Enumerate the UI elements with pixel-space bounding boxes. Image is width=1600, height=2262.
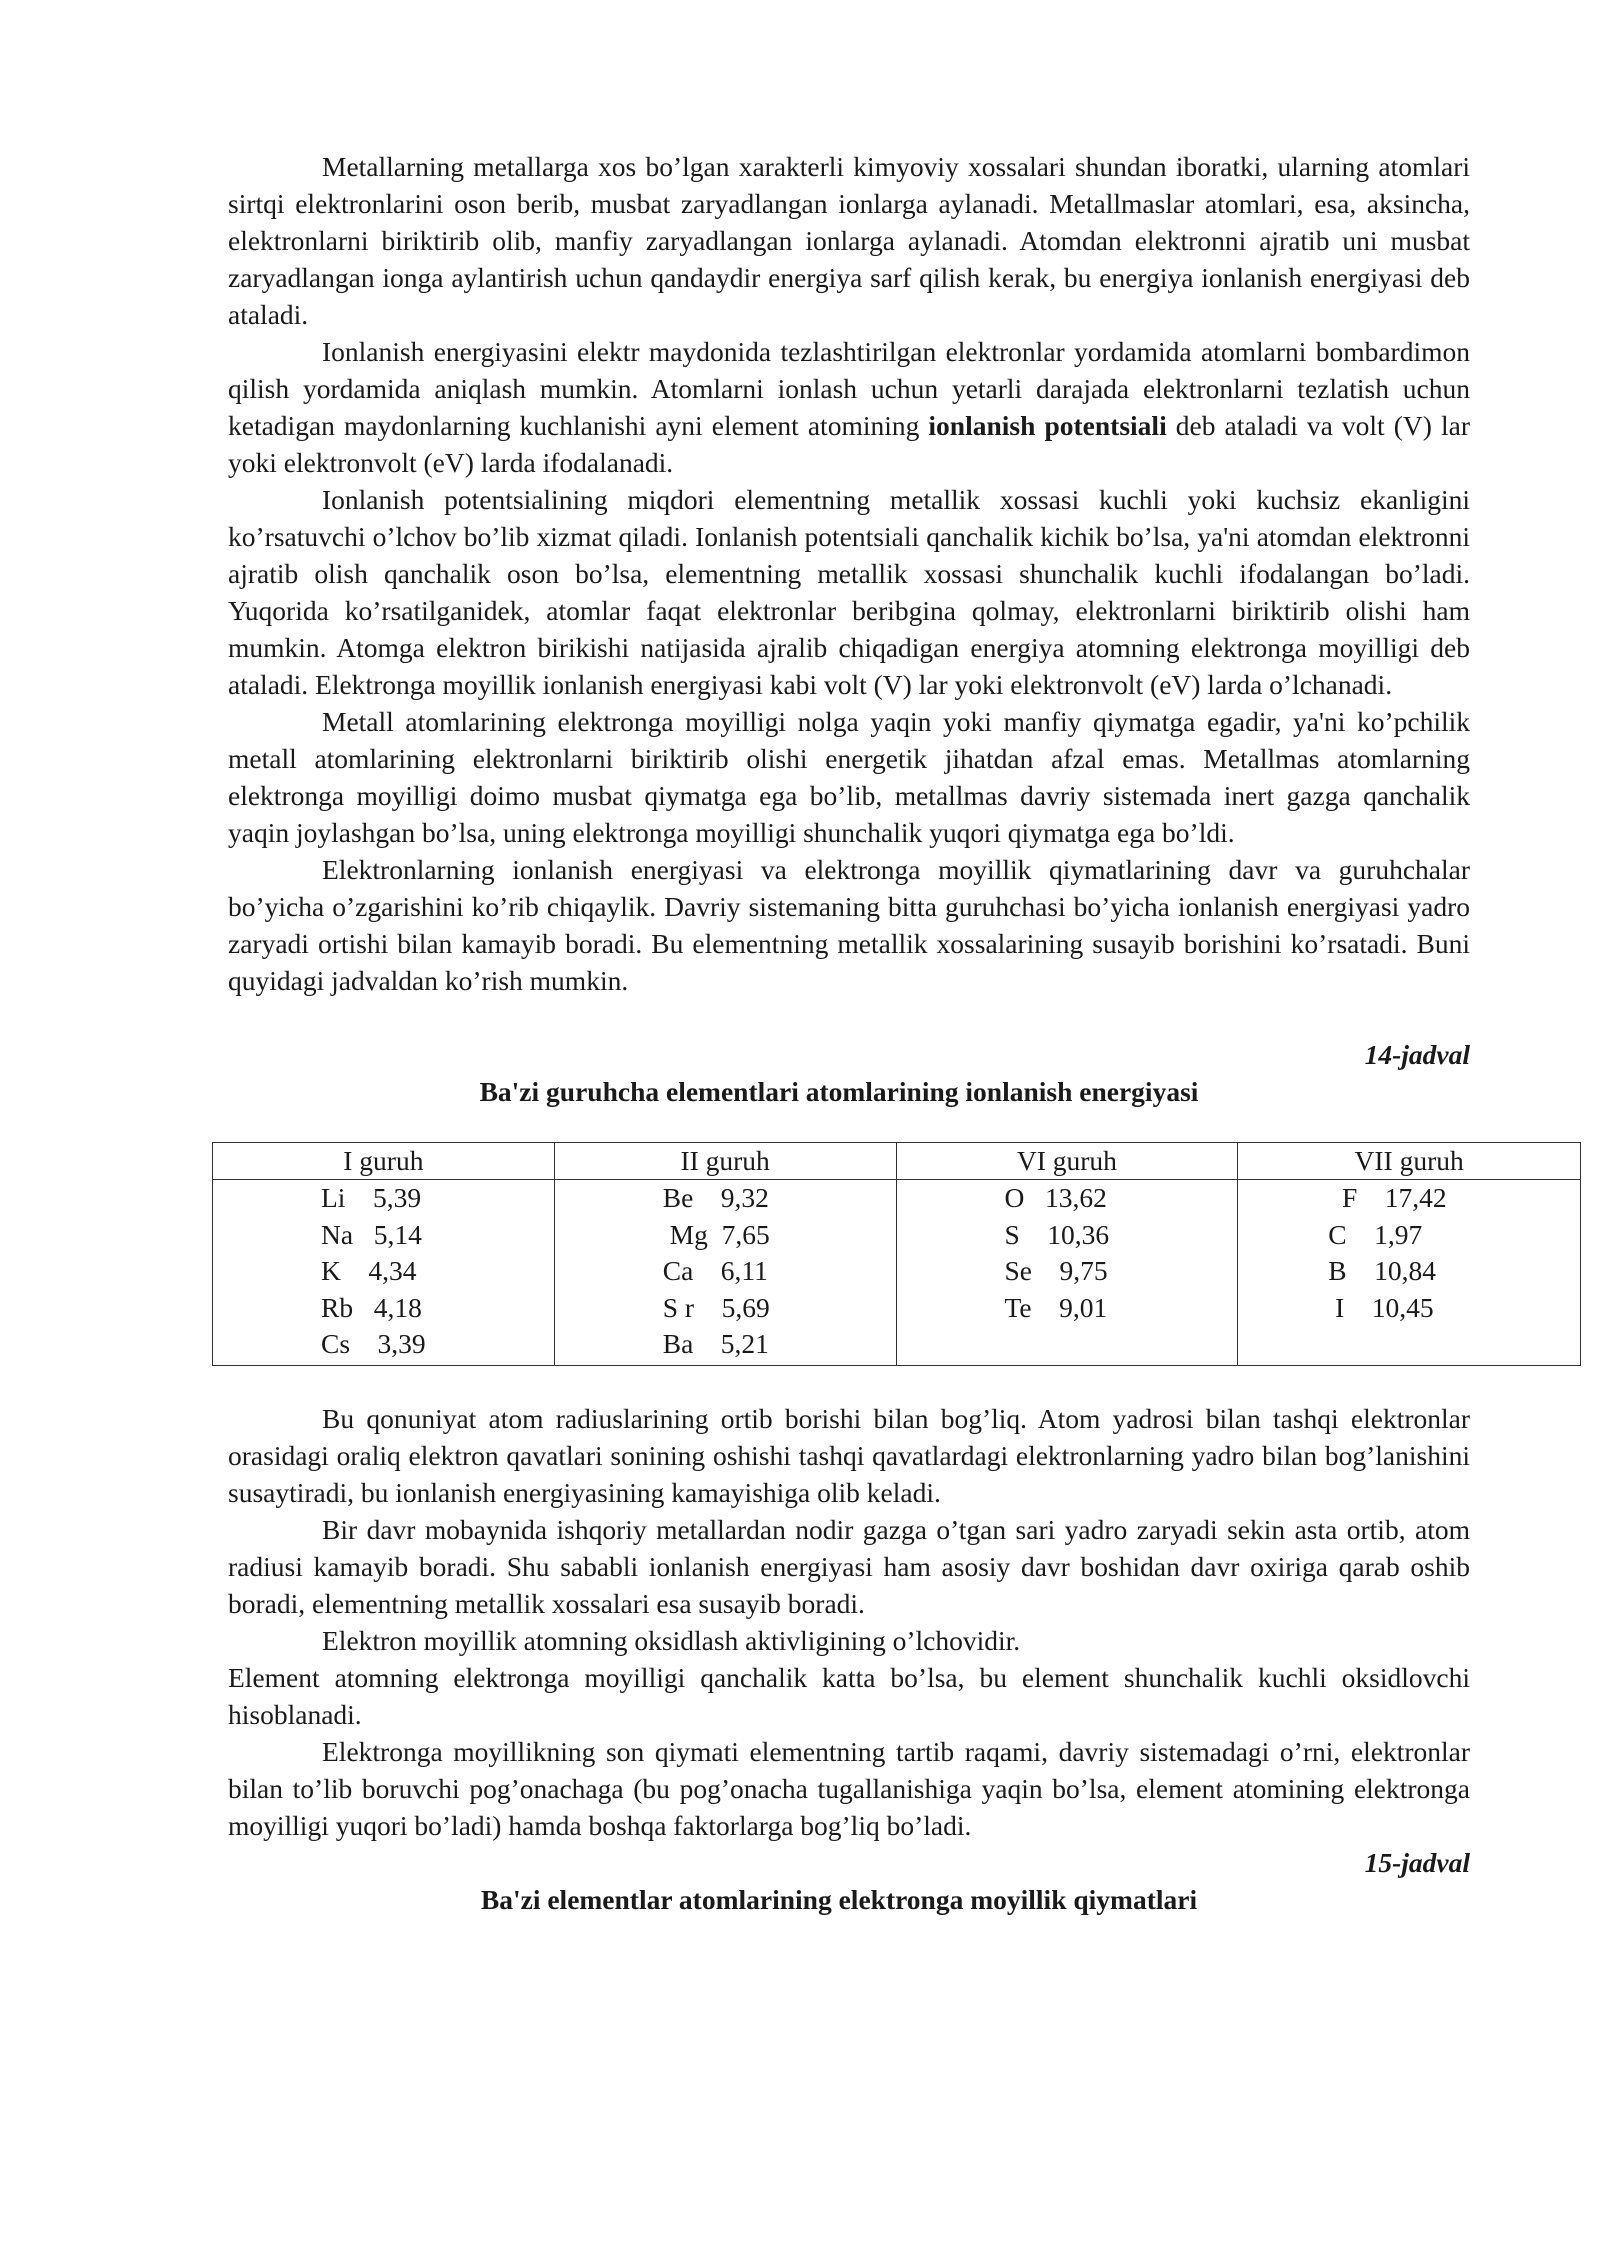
column-header: II guruh <box>554 1143 896 1180</box>
paragraph-metal-affinity: Metall atomlarining elektronga moyilligi nolga yaqin yoki manfiy qiymatga egadir, ya'ni ko’pchilik metall atomlarining elektronlarni biriktirib olishi energetik jihatdan afzal emas. Metallmas atomlarning elektronga moyilligi doimo musbat qiymatga ega bo’lib, metallmas davriy sistemada inert gazga qanchalik yaqin joylashgan bo’lsa, uning elektronga moyilligi shunchalik yuqori qiymatga ega bo’ldi. <box>228 706 1470 848</box>
element-value: O 13,62 <box>1004 1182 1107 1213</box>
document-page <box>228 148 1470 1918</box>
element-value: Na 5,14 <box>321 1218 422 1250</box>
table-cell <box>554 1180 896 1366</box>
element-value: Li 5,39 <box>321 1182 422 1213</box>
element-value: Ba 5,21 <box>662 1328 769 1359</box>
element-value: Mg 7,65 <box>662 1218 770 1250</box>
text-after-table <box>228 1400 1470 1844</box>
element-value: Be 9,32 <box>662 1182 769 1213</box>
paragraph-text: deb ataladi va volt (V) lar yoki elektronvolt (eV) larda ifodalanadi. <box>228 410 1470 478</box>
element-value: Cs 3,39 <box>321 1328 426 1359</box>
column-header: VII guruh <box>1238 1143 1581 1180</box>
paragraph-oxidation-measure: Elektron moyillik atomning oksidlash aktivligining o’lchovidir. <box>322 1624 1021 1656</box>
element-value: I 10,45 <box>1328 1291 1434 1323</box>
paragraph-affinity-factors: Elektronga moyillikning son qiymati elementning tartib raqami, davriy sistemadagi o’rni, elektronlar bilan to’lib boruvchi pog’onachaga (bu pog’onacha tugallanishiga yaqin bo’lsa, element atomining elektronga moyilligi yuqori bo’ladi) hamda boshqa faktorlarga bog’liq bo’ladi. <box>228 1735 1470 1841</box>
element-value: Se 9,75 <box>1004 1255 1108 1286</box>
element-value: C 1,97 <box>1328 1218 1423 1250</box>
element-value: B 10,84 <box>1328 1255 1436 1286</box>
table-caption: Ba'zi guruhcha elementlari atomlarining ionlanish energiyasi <box>479 1076 1199 1107</box>
paragraph-group-trends: Elektronlarning ionlanish energiyasi va elektronga moyillik qiymatlarining davr va guruhchalar bo’yicha o’zgarishini ko’rib chiqaylik. Davriy sistemaning bitta guruhchasi bo’yicha ionlanish energiyasi yadro zaryadi ortishi bilan kamayib boradi. Bu elementning metallik xossalarining susayib borishini ko’rsatadi. Buni quyidagi jadvaldan ko’rish mumkin. <box>228 854 1470 996</box>
element-value: Te 9,01 <box>1004 1291 1108 1323</box>
bold-term: ionlanish potentsiali <box>928 410 1167 441</box>
paragraph-radius-relation: Bu qonuniyat atom radiuslarining ortib borishi bilan bog’liq. Atom yadrosi bilan tashqi elektronlar orasidagi oraliq elektron qavatlari sonining oshishi tashqi qavatlardagi elektronlarning yadro bilan bog’lanishini susaytiradi, bu ionlanish energiyasining kamayishiga olib keladi. <box>228 1402 1470 1508</box>
table-cell <box>213 1180 555 1366</box>
ionization-energy-table <box>212 1142 1581 1366</box>
element-value: Rb 4,18 <box>321 1291 422 1323</box>
table-number: 14-jadval <box>1364 1039 1470 1070</box>
element-value: F 17,42 <box>1328 1182 1447 1213</box>
paragraph-text: Ionlanish energiyasini elektr maydonida tezlashtirilgan elektronlar yordamida atomlarni bombardimon qilish yordamida aniqlash mumkin. Atomlarni ionlash uchun yetarli darajada elektronlarni tezlatish uchun ketadigan maydonlarning kuchlanishi ayni element atomining <box>228 336 1470 441</box>
paragraph-oxidizer: Element atomning elektronga moyilligi qanchalik katta bo’lsa, bu element shunchalik kuchli oksidlovchi hisoblanadi. <box>228 1661 1470 1730</box>
paragraph-metal-properties: Metallarning metallarga xos bo’lgan xarakterli kimyoviy xossalari shundan iboratki, ularning atomlari sirtqi elektronlarini oson berib, musbat zaryadlangan ionlarga aylanadi. Metallmaslar atomlari, esa, aksincha, elektronlarni biriktirib olib, manfiy zaryadlangan ionlarga aylanadi. Atomdan elektronni ajratib uni musbat zaryadlangan ionga aylantirish uchun qandaydir energiya sarf qilish kerak, bu energiya ionlanish energiyasi deb ataladi. <box>228 151 1470 330</box>
table-header-row <box>213 1143 1581 1180</box>
column-header: I guruh <box>213 1143 555 1180</box>
table-cell <box>896 1180 1238 1366</box>
paragraph-electron-affinity: Ionlanish potentsialining miqdori elementning metallik xossasi kuchli yoki kuchsiz ekanligini ko’rsatuvchi o’lchov bo’lib xizmat qiladi. Ionlanish potentsiali qanchalik kichik bo’lsa, ya'ni atomdan elektronni ajratib olish qanchalik oson bo’lsa, elementning metallik xossasi shunchalik kuchli ifodalangan bo’ladi. Yuqorida ko’rsatilganidek, atomlar faqat elektronlar beribgina qolmay, elektronlarni biriktirib olishi ham mumkin. Atomga elektron birikishi natijasida ajralib chiqadigan energiya atomning elektronga moyilligi deb ataladi. Elektronga moyillik ionlanish energiyasi kabi volt (V) lar yoki elektronvolt (eV) larda o’lchanadi. <box>228 484 1470 700</box>
column-header: VI guruh <box>896 1143 1238 1180</box>
element-value: S r 5,69 <box>662 1291 770 1323</box>
table-caption: Ba'zi elementlar atomlarining elektronga moyillik qiymatlari <box>480 1883 1198 1915</box>
paragraph-period-trend: Bir davr mobaynida ishqoriy metallardan nodir gazga o’tgan sari yadro zaryadi sekin asta ortib, atom radiusi kamayib boradi. Shu sababli ionlanish energiyasi ham asosiy davr boshidan davr oxiriga qarab oshib boradi, elementning metallik xossalari esa susayib boradi. <box>228 1513 1470 1619</box>
element-value: K 4,34 <box>321 1255 417 1286</box>
table-row <box>213 1180 1581 1366</box>
element-value: Ca 6,11 <box>662 1255 768 1286</box>
paragraph-ionization-potential <box>228 333 1470 481</box>
table-number: 15-jadval <box>1364 1846 1470 1878</box>
element-value: S 10,36 <box>1004 1218 1110 1250</box>
table-cell <box>1238 1180 1581 1366</box>
